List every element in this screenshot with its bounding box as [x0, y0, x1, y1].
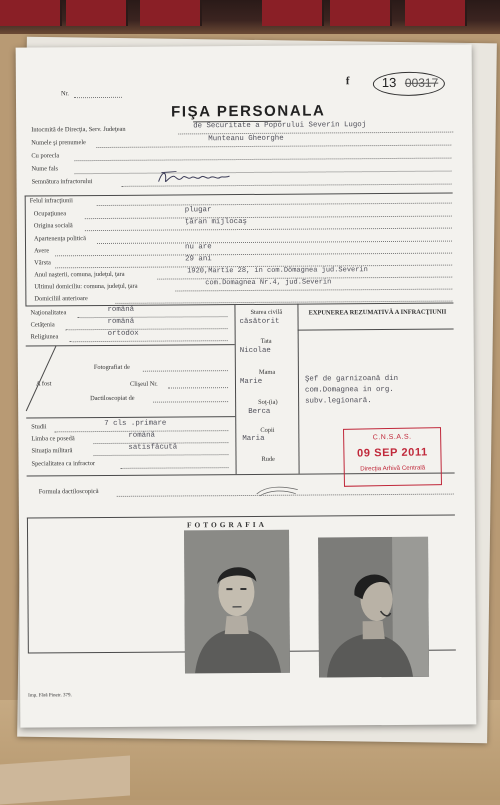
copii-label: Copii [260, 426, 275, 434]
nume-label: Numele şi prenumele [31, 139, 86, 147]
studii-label: Studii [31, 423, 47, 431]
situatia-label: Situaţia militară [31, 447, 73, 455]
stamp-date: 09 SEP 2011 [357, 446, 428, 460]
origina-label: Origina socială [33, 222, 73, 230]
file-number: 13 [381, 74, 397, 91]
semnatura-label: Semnătura infractorului [31, 178, 93, 186]
nume-value: Munteanu Gheorghe [208, 134, 284, 144]
apartenenta-label: Apartenenţa politică [33, 235, 86, 243]
religiunea-label: Religiunea [30, 333, 59, 341]
stamp-dept: Direcţia Arhivă Centrală [360, 464, 426, 473]
mama-label: Mama [258, 368, 276, 376]
avere-value: nu are [185, 243, 212, 252]
specialitatea-label: Specialitatea ca infractor [31, 460, 96, 468]
nationalitatea-label: Naţionalitatea [30, 309, 67, 317]
felul-label: Felul infracţiunii [29, 197, 73, 205]
a-fost-label: A fost [35, 380, 52, 388]
mama-value: Marie [239, 377, 263, 387]
domiciliu-label: Ultimul domiciliu: comuna, judeţul, ţara [34, 282, 138, 291]
nr-line [74, 97, 122, 98]
photo-profile [318, 537, 429, 678]
expunerea-line-2: com.Domagnea in org. [305, 385, 394, 395]
fotografiat-label: Fotografiat de [93, 363, 130, 372]
photo-front [184, 530, 290, 674]
situatia-value: satisfăcută [128, 443, 178, 452]
limba-value: română [128, 431, 155, 440]
limba-label: Limba ce posedă [31, 435, 75, 443]
cnsas-stamp [343, 427, 442, 487]
rude-label: Rude [261, 455, 276, 463]
origina-value: ţăran mijlocaş [184, 217, 247, 227]
anul-value: 1920,Martie 28, in com.Dômagnea jud.Severin [187, 266, 368, 276]
clisee-label: Clişeul Nr. [129, 380, 158, 388]
expunerea-line-3: subv.legionară. [305, 397, 372, 406]
formula-label: Formula dactiloscopică [38, 488, 99, 496]
directia-label: Intocmită de Direcţia, Serv. Judeţean [31, 125, 126, 134]
anul-label: Anul naşterii, comuna, judeţul, ţara [34, 270, 125, 279]
varsta-value: 29 ani [185, 255, 212, 264]
varsta-label: Vârsta [34, 259, 51, 267]
signature [154, 168, 234, 187]
avere-label: Avere [34, 247, 50, 255]
page-title: FIŞA PERSONALA [171, 102, 326, 121]
starea-value: căsătorit [239, 317, 280, 327]
background-binders [0, 0, 500, 34]
sot-label: Soţ-(ia) [258, 398, 278, 406]
dactiloscopiat-label: Dactiloscopiat de [90, 394, 135, 403]
sot-value: Berca [248, 407, 271, 416]
printer-mark: Imp. Fără Pinetr. 379. [28, 693, 72, 699]
nume-fals-label: Nume fals [31, 165, 58, 173]
pencil-mark [254, 484, 304, 500]
ocupatiunea-value: plugar [184, 206, 212, 215]
personal-file-sheet [16, 44, 477, 727]
mark-f: f [345, 75, 350, 88]
domiciliu-value: com.Domagnea Nr.4, jud.Severin [205, 278, 332, 288]
starea-label: Starea civilă [250, 308, 283, 316]
nationalitatea-value: română [107, 305, 135, 314]
domicilii-label: Domiciliil anterioare [34, 295, 88, 303]
fotografia-label: FOTOGRAFIA [186, 519, 267, 530]
stamp-org: C.N.S.A.S. [372, 433, 412, 442]
ocupatiunea-label: Ocupaţiunea [33, 210, 67, 218]
directia-value: de Securitate a Poporului Severin Lugoj [193, 121, 367, 131]
religiunea-value: ortodox [107, 329, 139, 338]
tata-label: Tata [260, 337, 272, 345]
expunerea-heading: EXPUNEREA REZUMATIVĂ A INFRACŢIUNII [308, 308, 447, 317]
tata-value: Nicolae [239, 346, 271, 356]
porecla-label: Cu porecla [31, 152, 60, 160]
studii-value: 7 cls .primare [104, 419, 167, 428]
cetatenia-value: română [107, 317, 135, 326]
expunerea-line-1: Şef de garnizoană din [304, 374, 399, 384]
cetatenia-label: Cetăţenia [30, 321, 55, 329]
file-number-struck: 00317 [404, 75, 439, 90]
copii-value: Maria [242, 434, 265, 444]
nr-label: Nr. [60, 90, 69, 98]
